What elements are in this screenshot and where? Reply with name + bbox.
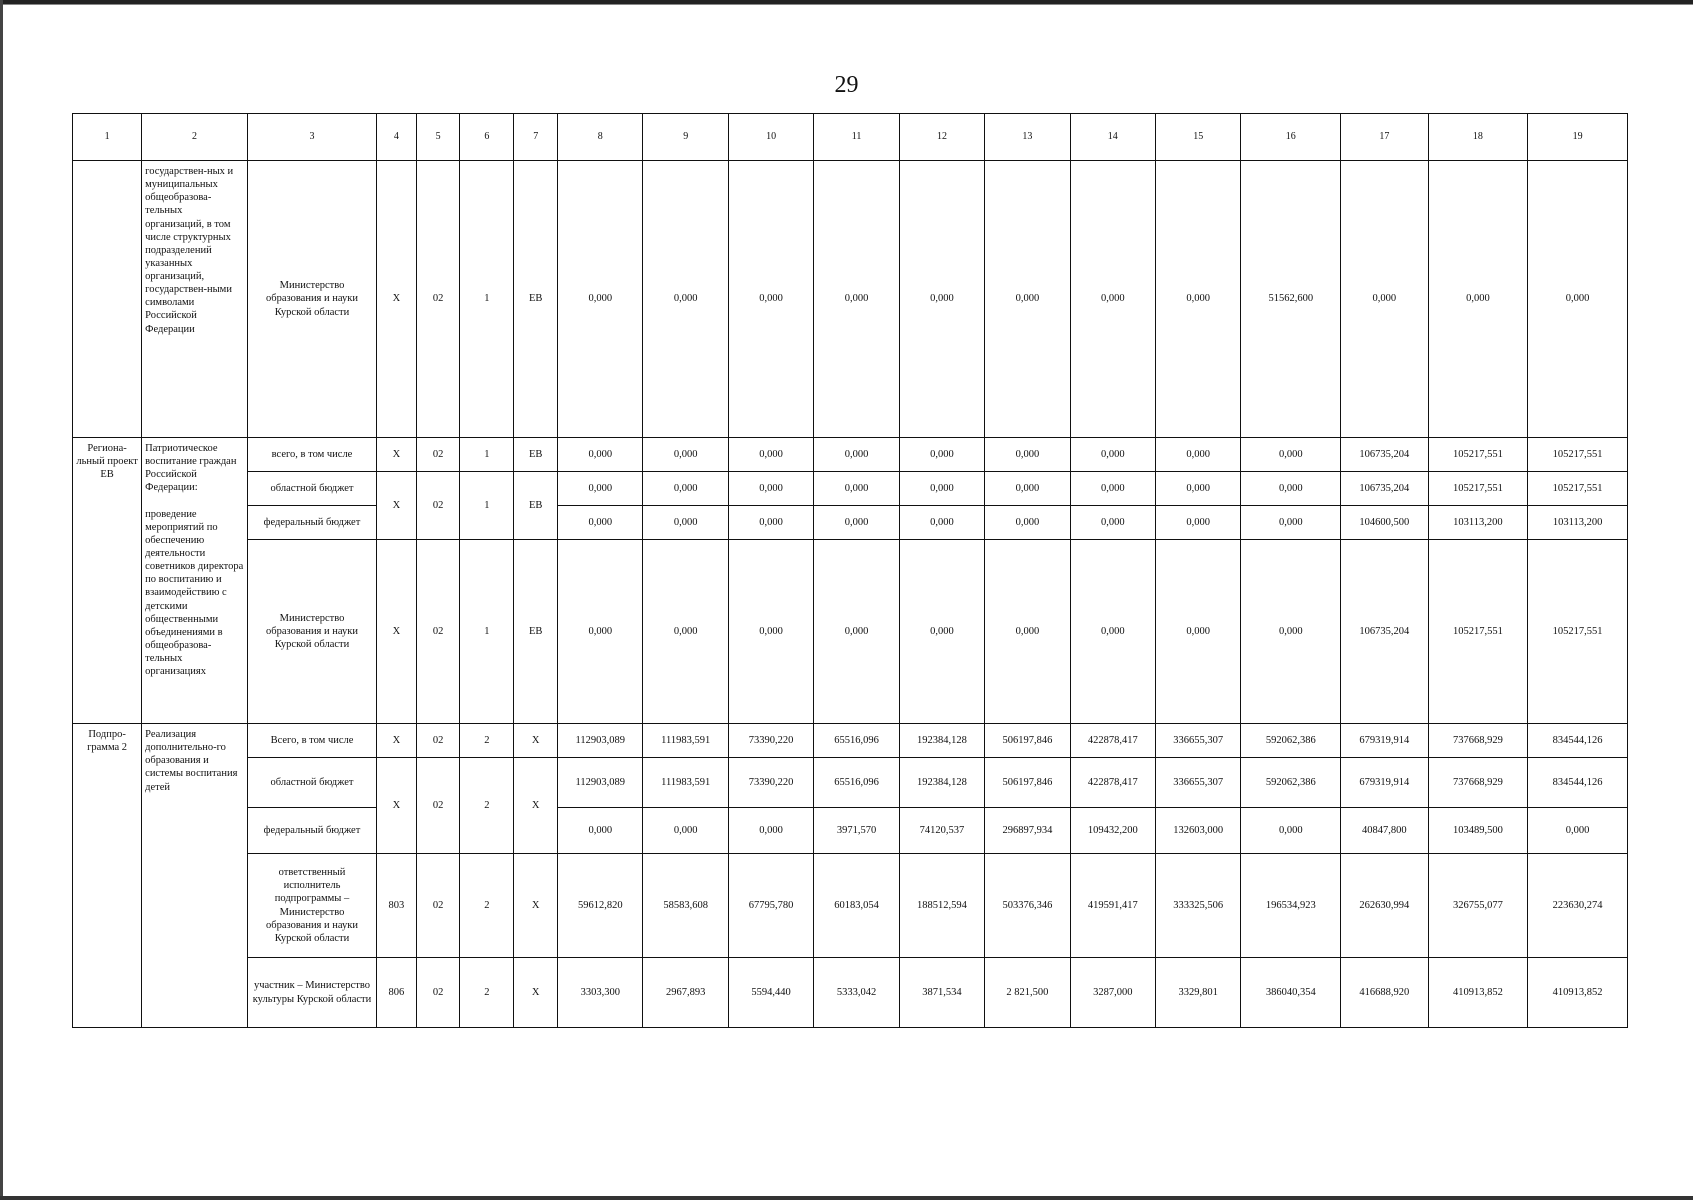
value-cell: 65516,096 [814, 758, 899, 808]
responsible-cell: всего, в том числе [247, 438, 376, 472]
value-cell: 0,000 [728, 472, 813, 506]
value-cell: 592062,386 [1241, 758, 1341, 808]
value-cell: 112903,089 [558, 724, 643, 758]
value-cell: 51562,600 [1241, 161, 1341, 438]
value-cell: 0,000 [985, 438, 1070, 472]
value-cell: 132603,000 [1156, 808, 1241, 854]
value-cell: 410913,852 [1428, 958, 1528, 1028]
responsible-cell: Министерство образования и науки Курской области [247, 540, 376, 724]
value-cell: 422878,417 [1070, 724, 1155, 758]
code-cell: Подпро-грамма 2 [73, 724, 142, 1028]
value-cell: 0,000 [1341, 161, 1428, 438]
header-cell: 10 [728, 114, 813, 161]
code-cell: Регионa-льный проект ЕВ [73, 438, 142, 724]
value-cell: 296897,934 [985, 808, 1070, 854]
grbs-cell: 806 [377, 958, 417, 1028]
event-name-cell: Патриотическое воспитание граждан Российской Федерации: проведение мероприятий по обеспечению деятельности советников директора по воспитанию и взаимодействию с детскими общественными объединениями в общеобразова-тельных организациях [142, 438, 248, 724]
value-cell: 105217,551 [1528, 540, 1628, 724]
responsible-cell: федеральный бюджет [247, 506, 376, 540]
value-cell: 60183,054 [814, 854, 899, 958]
value-cell: 0,000 [558, 161, 643, 438]
value-cell: 834544,126 [1528, 724, 1628, 758]
value-cell: 0,000 [728, 161, 813, 438]
header-cell: 2 [142, 114, 248, 161]
header-cell: 13 [985, 114, 1070, 161]
value-cell: 0,000 [1241, 808, 1341, 854]
value-cell: 0,000 [643, 808, 728, 854]
value-cell: 3871,534 [899, 958, 984, 1028]
header-cell: 6 [460, 114, 514, 161]
value-cell: 503376,346 [985, 854, 1070, 958]
value-cell: 679319,914 [1341, 724, 1428, 758]
event-name-cell: государствен-ных и муниципальных общеобразова-тельных организаций, в том числе структурных подразделений указанных организаций, государствен-ными символами Российской Федерации [142, 161, 248, 438]
grbs-cell: Х [377, 540, 417, 724]
value-cell: 106735,204 [1341, 438, 1428, 472]
value-cell: 104600,500 [1341, 506, 1428, 540]
value-cell: 103489,500 [1428, 808, 1528, 854]
value-cell: 737668,929 [1428, 758, 1528, 808]
value-cell: 105217,551 [1428, 540, 1528, 724]
header-cell: 3 [247, 114, 376, 161]
pr-cell: 1 [460, 438, 514, 472]
value-cell: 73390,220 [728, 724, 813, 758]
value-cell: 336655,307 [1156, 758, 1241, 808]
pr-cell: 1 [460, 540, 514, 724]
csr-cell: Х [514, 724, 558, 758]
value-cell: 0,000 [1070, 540, 1155, 724]
pr-cell: 1 [460, 472, 514, 540]
value-cell: 0,000 [1156, 540, 1241, 724]
header-cell: 12 [899, 114, 984, 161]
value-cell: 679319,914 [1341, 758, 1428, 808]
value-cell: 592062,386 [1241, 724, 1341, 758]
value-cell: 0,000 [1528, 808, 1628, 854]
value-cell: 416688,920 [1341, 958, 1428, 1028]
header-cell: 14 [1070, 114, 1155, 161]
value-cell: 0,000 [643, 540, 728, 724]
value-cell: 0,000 [985, 472, 1070, 506]
header-cell: 17 [1341, 114, 1428, 161]
table-row [73, 438, 1628, 472]
value-cell: 0,000 [643, 161, 728, 438]
value-cell: 3329,801 [1156, 958, 1241, 1028]
table-row [73, 958, 1628, 1028]
value-cell: 737668,929 [1428, 724, 1528, 758]
value-cell: 0,000 [1241, 540, 1341, 724]
value-cell: 5594,440 [728, 958, 813, 1028]
responsible-cell: Всего, в том числе [247, 724, 376, 758]
value-cell: 0,000 [1528, 161, 1628, 438]
table-row [73, 472, 1628, 506]
value-cell: 0,000 [1428, 161, 1528, 438]
value-cell: 106735,204 [1341, 540, 1428, 724]
value-cell: 0,000 [1241, 506, 1341, 540]
value-cell: 65516,096 [814, 724, 899, 758]
value-cell: 506197,846 [985, 724, 1070, 758]
value-cell: 0,000 [899, 506, 984, 540]
csr-cell: ЕВ [514, 161, 558, 438]
page-number: 29 [834, 72, 859, 98]
csr-cell: Х [514, 958, 558, 1028]
value-cell: 223630,274 [1528, 854, 1628, 958]
value-cell: 0,000 [643, 438, 728, 472]
value-cell: 0,000 [558, 472, 643, 506]
pr-cell: 2 [460, 854, 514, 958]
csr-cell: ЕВ [514, 540, 558, 724]
responsible-cell: ответственный исполнитель подпрограммы – Министерство образования и науки Курской области [247, 854, 376, 958]
responsible-cell: Министерство образования и науки Курской области [247, 161, 376, 438]
header-cell: 16 [1241, 114, 1341, 161]
value-cell: 0,000 [728, 808, 813, 854]
header-cell: 1 [73, 114, 142, 161]
value-cell: 506197,846 [985, 758, 1070, 808]
value-cell: 0,000 [899, 161, 984, 438]
rz-cell: 02 [416, 161, 460, 438]
value-cell: 0,000 [1156, 472, 1241, 506]
value-cell: 105217,551 [1428, 472, 1528, 506]
value-cell: 0,000 [643, 506, 728, 540]
value-cell: 0,000 [985, 506, 1070, 540]
value-cell: 386040,354 [1241, 958, 1341, 1028]
value-cell: 192384,128 [899, 724, 984, 758]
value-cell: 0,000 [1070, 472, 1155, 506]
table-row [73, 540, 1628, 724]
responsible-cell: областной бюджет [247, 472, 376, 506]
value-cell: 0,000 [814, 438, 899, 472]
value-cell: 0,000 [899, 438, 984, 472]
pr-cell: 2 [460, 958, 514, 1028]
rz-cell: 02 [416, 854, 460, 958]
csr-cell: ЕВ [514, 438, 558, 472]
header-cell: 18 [1428, 114, 1528, 161]
value-cell: 106735,204 [1341, 472, 1428, 506]
rz-cell: 02 [416, 958, 460, 1028]
header-cell: 4 [377, 114, 417, 161]
value-cell: 0,000 [899, 472, 984, 506]
grbs-cell: Х [377, 438, 417, 472]
value-cell: 67795,780 [728, 854, 813, 958]
value-cell: 105217,551 [1428, 438, 1528, 472]
value-cell: 0,000 [1156, 506, 1241, 540]
budget-table [72, 113, 1628, 1028]
value-cell: 5333,042 [814, 958, 899, 1028]
header-cell: 8 [558, 114, 643, 161]
value-cell: 0,000 [558, 808, 643, 854]
value-cell: 326755,077 [1428, 854, 1528, 958]
value-cell: 103113,200 [1428, 506, 1528, 540]
value-cell: 58583,608 [643, 854, 728, 958]
csr-cell: Х [514, 854, 558, 958]
rz-cell: 02 [416, 540, 460, 724]
responsible-cell: участник – Министерство культуры Курской области [247, 958, 376, 1028]
grbs-cell: 803 [377, 854, 417, 958]
value-cell: 3971,570 [814, 808, 899, 854]
value-cell: 2 821,500 [985, 958, 1070, 1028]
value-cell: 0,000 [1070, 161, 1155, 438]
rz-cell: 02 [416, 438, 460, 472]
value-cell: 0,000 [728, 506, 813, 540]
value-cell: 0,000 [1070, 506, 1155, 540]
responsible-cell: областной бюджет [247, 758, 376, 808]
value-cell: 188512,594 [899, 854, 984, 958]
value-cell: 0,000 [985, 161, 1070, 438]
value-cell: 0,000 [1070, 438, 1155, 472]
value-cell: 0,000 [814, 540, 899, 724]
csr-cell: Х [514, 758, 558, 854]
value-cell: 0,000 [1241, 438, 1341, 472]
pr-cell: 2 [460, 724, 514, 758]
rz-cell: 02 [416, 758, 460, 854]
header-cell: 15 [1156, 114, 1241, 161]
value-cell: 0,000 [814, 506, 899, 540]
event-name-cell: Реализация дополнительно-го образования и системы воспитания детей [142, 724, 248, 1028]
value-cell: 59612,820 [558, 854, 643, 958]
value-cell: 0,000 [1156, 161, 1241, 438]
grbs-cell: Х [377, 724, 417, 758]
header-cell: 9 [643, 114, 728, 161]
header-cell: 19 [1528, 114, 1628, 161]
value-cell: 333325,506 [1156, 854, 1241, 958]
value-cell: 3303,300 [558, 958, 643, 1028]
value-cell: 0,000 [1156, 438, 1241, 472]
value-cell: 111983,591 [643, 758, 728, 808]
value-cell: 112903,089 [558, 758, 643, 808]
value-cell: 410913,852 [1528, 958, 1628, 1028]
value-cell: 3287,000 [1070, 958, 1155, 1028]
header-cell: 5 [416, 114, 460, 161]
table-row [73, 808, 1628, 854]
value-cell: 0,000 [643, 472, 728, 506]
value-cell: 0,000 [814, 161, 899, 438]
value-cell: 196534,923 [1241, 854, 1341, 958]
pr-cell: 2 [460, 758, 514, 854]
header-row [73, 114, 1628, 161]
scan-edge-top-shadow [0, 4, 1693, 5]
value-cell: 0,000 [1241, 472, 1341, 506]
value-cell: 0,000 [558, 506, 643, 540]
code-cell-empty [73, 161, 142, 438]
value-cell: 0,000 [728, 540, 813, 724]
csr-cell: ЕВ [514, 472, 558, 540]
value-cell: 109432,200 [1070, 808, 1155, 854]
value-cell: 2967,893 [643, 958, 728, 1028]
value-cell: 111983,591 [643, 724, 728, 758]
value-cell: 419591,417 [1070, 854, 1155, 958]
value-cell: 0,000 [814, 472, 899, 506]
responsible-cell: федеральный бюджет [247, 808, 376, 854]
value-cell: 192384,128 [899, 758, 984, 808]
header-cell: 7 [514, 114, 558, 161]
value-cell: 0,000 [558, 540, 643, 724]
header-cell: 11 [814, 114, 899, 161]
table-row [73, 758, 1628, 808]
value-cell: 834544,126 [1528, 758, 1628, 808]
grbs-cell: Х [377, 472, 417, 540]
table-row [73, 506, 1628, 540]
value-cell: 40847,800 [1341, 808, 1428, 854]
value-cell: 262630,994 [1341, 854, 1428, 958]
value-cell: 103113,200 [1528, 506, 1628, 540]
scan-edge-bottom [0, 1196, 1693, 1200]
scan-edge-left [0, 0, 3, 1200]
rz-cell: 02 [416, 724, 460, 758]
value-cell: 105217,551 [1528, 472, 1628, 506]
table-row [73, 854, 1628, 958]
grbs-cell: Х [377, 161, 417, 438]
table-row [73, 724, 1628, 758]
value-cell: 336655,307 [1156, 724, 1241, 758]
value-cell: 0,000 [728, 438, 813, 472]
value-cell: 0,000 [899, 540, 984, 724]
value-cell: 0,000 [985, 540, 1070, 724]
value-cell: 422878,417 [1070, 758, 1155, 808]
value-cell: 73390,220 [728, 758, 813, 808]
rz-cell: 02 [416, 472, 460, 540]
table-row [73, 161, 1628, 438]
value-cell: 105217,551 [1528, 438, 1628, 472]
grbs-cell: Х [377, 758, 417, 854]
value-cell: 74120,537 [899, 808, 984, 854]
value-cell: 0,000 [558, 438, 643, 472]
pr-cell: 1 [460, 161, 514, 438]
